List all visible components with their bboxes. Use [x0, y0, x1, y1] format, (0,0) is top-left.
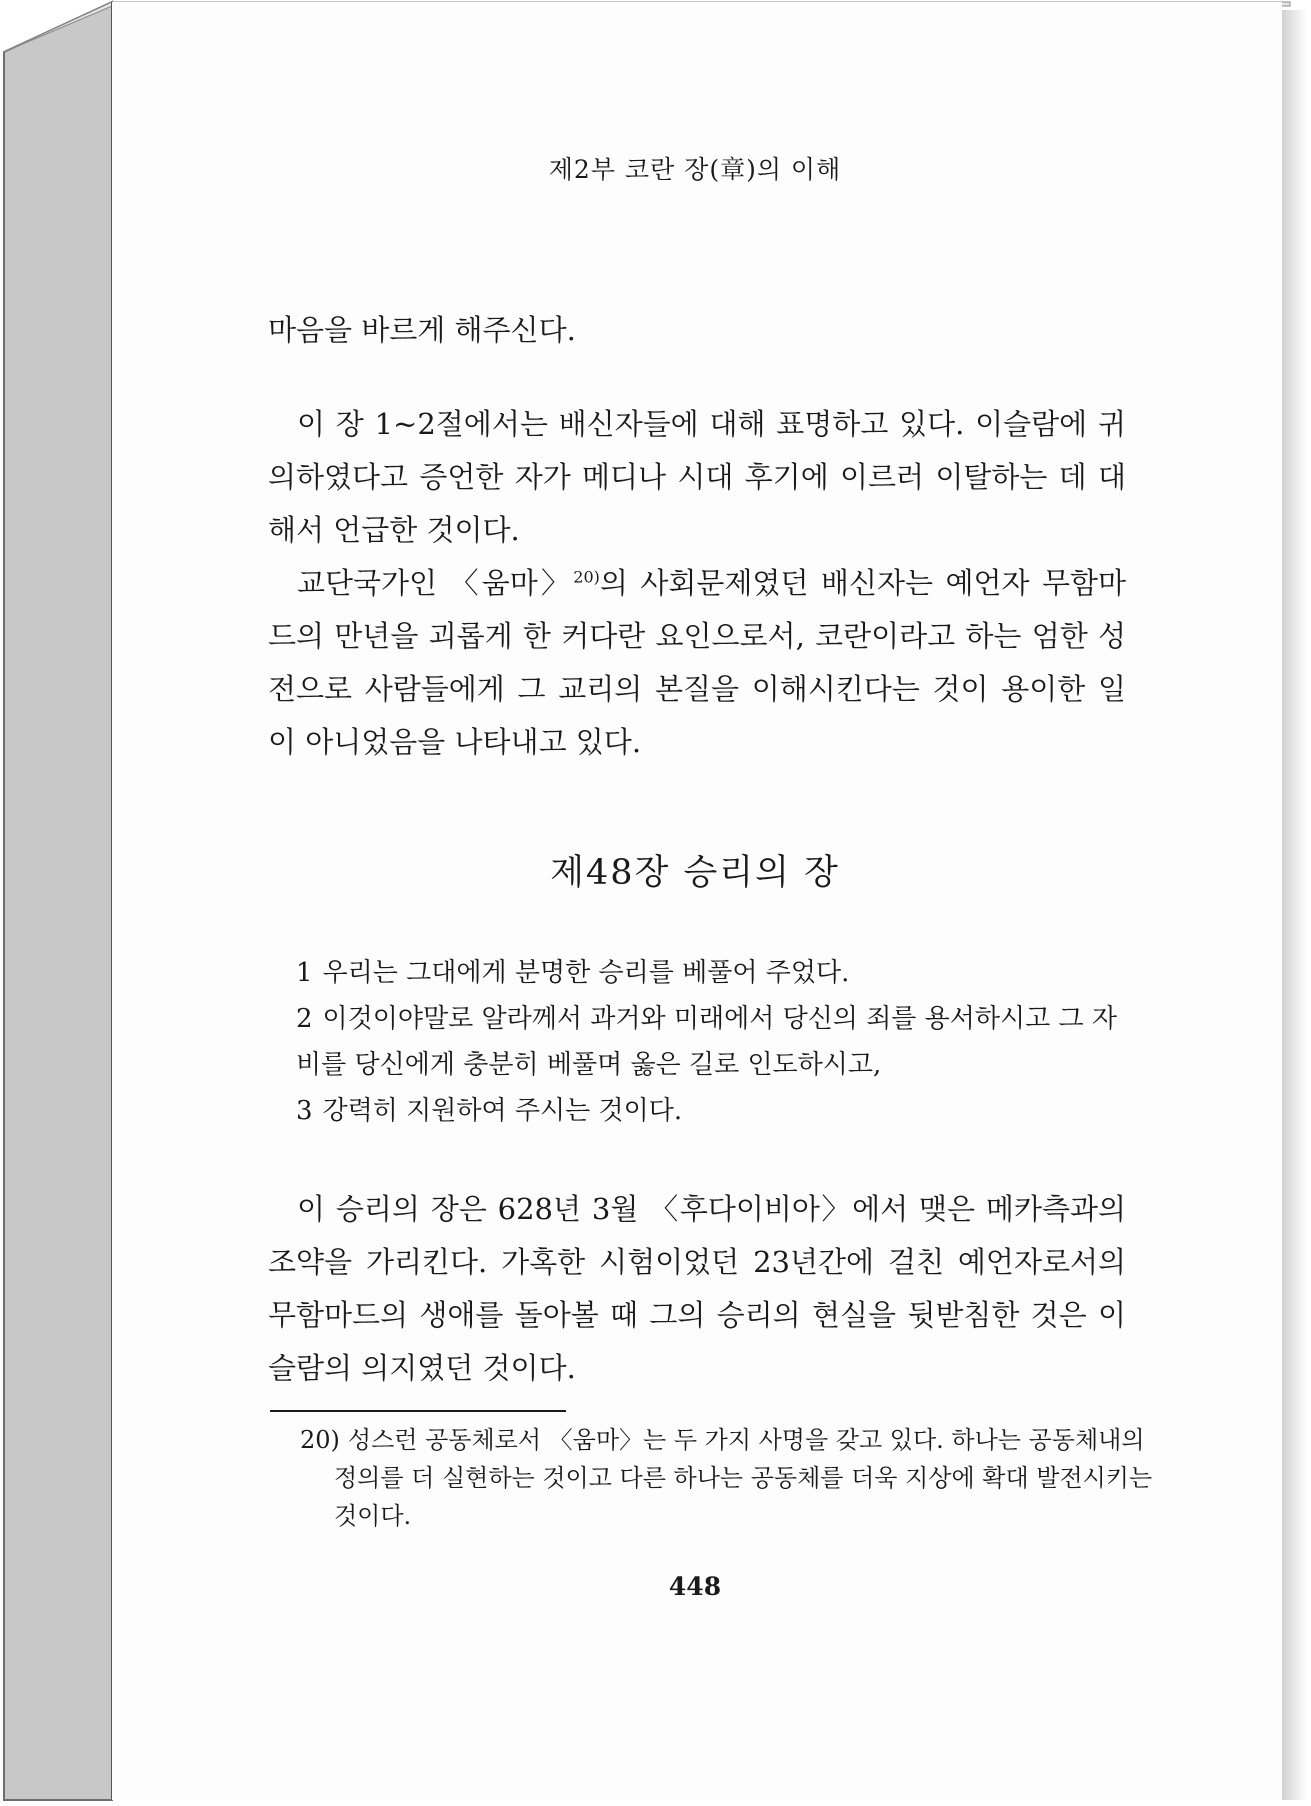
verse [296, 950, 1126, 996]
verse-text: 강력히 지원하여 주시는 것이다. [322, 1096, 683, 1126]
page-shadow [1282, 10, 1307, 1800]
paragraph-apostates: 이 장 1~2절에서는 배신자들에 대해 표명하고 있다. 이슬람에 귀의하였다고 증언한 자가 메디나 시대 후기에 이르러 이탈하는 데 대해서 언급한 것이다. [268, 407, 1126, 547]
verse [296, 996, 1126, 1088]
verse-number: 1 [296, 958, 313, 988]
verse-number: 3 [296, 1096, 313, 1126]
paragraph-commentary: 이 승리의 장은 628년 3월 〈후다이비아〉에서 맺은 메카측과의 조약을 가리킨다. 가혹한 시험이었던 23년간에 걸친 예언자로서의 무함마드의 생애를 돌아볼 때 그의 승리의 현실을 뒷받침한 것은 이슬람의 의지였던 것이다. [268, 1192, 1126, 1385]
verse-text: 우리는 그대에게 분명한 승리를 베풀어 주었다. [322, 958, 850, 988]
verse-number: 2 [296, 1004, 313, 1034]
footnote-number: 20) [300, 1426, 340, 1454]
footnote-rule [270, 1410, 566, 1412]
verse [296, 1088, 1126, 1134]
paragraph-opening: 마음을 바르게 해주신다. [268, 313, 576, 347]
verse-list [296, 950, 1126, 1134]
paragraph-umma-text-2: 의 사회문제였던 배신자는 예언자 무함마드의 만년을 괴롭게 한 커다란 요인으로서, 코란이라고 하는 엄한 성전으로 사람들에게 그 교리의 본질을 이해시킨다는 것이 용이한 일이 아니었음을 나타내고 있다. [268, 566, 1126, 759]
paragraph-umma [268, 557, 1126, 769]
paragraph-umma-text-1: 교단국가인 〈움마〉 [297, 566, 574, 600]
footnote-text: 성스런 공동체로서 〈움마〉는 두 가지 사명을 갖고 있다. 하나는 공동체내의 정의를 더 실현하는 것이고 다른 하나는 공동체를 더욱 지상에 확대 발전시키는 것이다. [334, 1426, 1153, 1530]
footnote-ref[interactable]: 20) [573, 567, 600, 587]
running-head: 제2부 코란 장(章)의 이해 [548, 155, 842, 184]
chapter-title: 제48장 승리의 장 [550, 853, 840, 893]
footnote [300, 1421, 1160, 1535]
page-number: 448 [668, 1572, 722, 1601]
verse-text: 이것이야말로 알라께서 과거와 미래에서 당신의 죄를 용서하시고 그 자비를 당신에게 충분히 베풀며 옳은 길로 인도하시고, [296, 1004, 1118, 1080]
